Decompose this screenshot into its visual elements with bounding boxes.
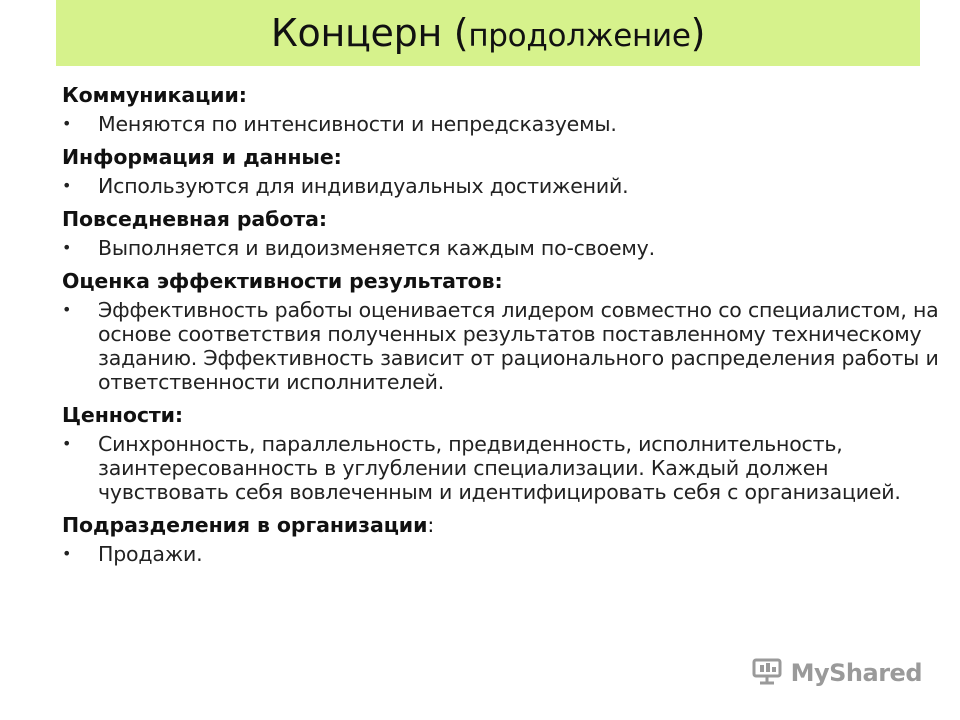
bullet-item xyxy=(62,432,942,504)
bullet-icon: • xyxy=(62,300,72,319)
title-open-paren: ( xyxy=(442,11,469,55)
bullet-icon: • xyxy=(62,434,72,453)
section-heading-departments-colon: : xyxy=(427,513,435,537)
bullet-icon: • xyxy=(62,544,72,563)
section-heading-departments-text: Подразделения в организации xyxy=(62,513,428,537)
bullet-icon: • xyxy=(62,176,72,195)
myshared-logo-icon xyxy=(751,656,785,690)
section-heading-communications: Коммуникации: xyxy=(62,83,247,107)
title-close-paren: ) xyxy=(690,11,706,55)
bullet-text: Синхронность, параллельность, предвиденность, исполнительность, заинтересованность в углублении специализации. Каждый должен чувствовать себя вовлеченным и идентифицировать себя с организацией. xyxy=(98,432,901,504)
bullet-item xyxy=(62,112,942,136)
section-heading-information: Информация и данные: xyxy=(62,145,342,169)
bullet-text: Продажи. xyxy=(98,542,203,566)
bullet-text: Эффективность работы оценивается лидером совместно со специалистом, на основе соответствия полученных результатов поставленному техническому заданию. Эффективность зависит от рационального распределения работы и ответственности исполнителей. xyxy=(98,298,939,394)
section-heading-daily-work: Повседневная работа: xyxy=(62,207,327,231)
bullet-item xyxy=(62,174,942,198)
title-main: Концерн xyxy=(270,11,442,55)
myshared-watermark xyxy=(751,656,922,690)
section-heading-values: Ценности: xyxy=(62,403,184,427)
bullet-text: Выполняется и видоизменяется каждым по-своему. xyxy=(98,236,655,260)
bullet-text: Используются для индивидуальных достижений. xyxy=(98,174,629,198)
section-heading-departments xyxy=(62,510,942,542)
bullet-item xyxy=(62,236,942,260)
slide-title xyxy=(271,11,705,55)
section-heading-evaluation: Оценка эффективности результатов: xyxy=(62,269,503,293)
watermark-text: MyShared xyxy=(790,659,922,687)
title-bar xyxy=(56,0,920,66)
bullet-icon: • xyxy=(62,238,72,257)
bullet-icon: • xyxy=(62,114,72,133)
bullet-text: Меняются по интенсивности и непредсказуемы. xyxy=(98,112,617,136)
slide-content xyxy=(62,80,942,572)
bullet-item xyxy=(62,298,942,394)
bullet-item xyxy=(62,542,942,566)
title-subtitle: продолжение xyxy=(468,18,691,54)
